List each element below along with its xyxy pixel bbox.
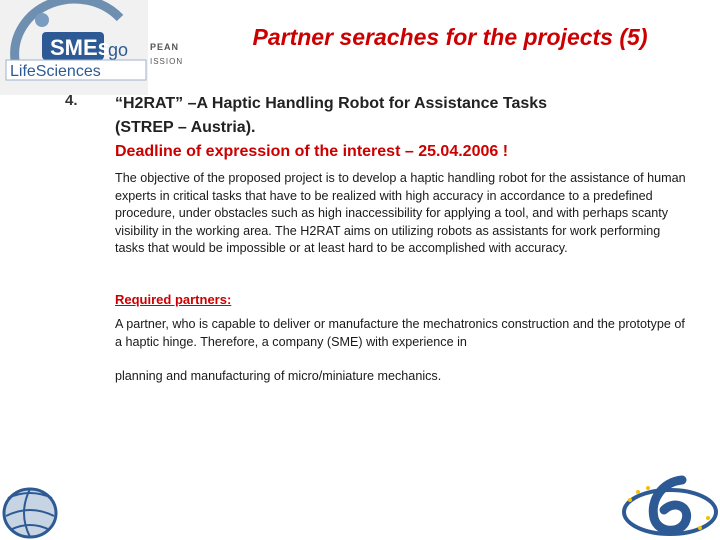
logo-ission-text: ISSION xyxy=(150,57,184,66)
heading-line-2: (STREP – Austria). xyxy=(115,119,256,136)
logo-go-text: go xyxy=(108,40,129,60)
deadline-line: Deadline of expression of the interest – 25.04.2006 ! xyxy=(115,143,509,160)
project-heading xyxy=(115,92,705,164)
logo-smes-text: SMEs xyxy=(50,35,110,60)
logo-pean-text: PEAN xyxy=(150,42,180,52)
fp6-logo-icon xyxy=(610,470,720,540)
required-partners-text: A partner, who is capable to deliver or manufacture the mechatronics construction and the prototype of a haptic hinge. Therefore, a company (SME) with experience in xyxy=(115,317,685,349)
objective-paragraph: The objective of the proposed project is to develop a haptic handling robot for the assistance of human experts in critical tasks that have to be realized with high accuracy in accordance to a predefined procedure, under obstacles such as high inaccessibility for applying a tool, and with perhaps scanty visibility in the working area. The H2RAT aims on utilizing robots as assistants for work performing tasks that would be impossible or at least hard to be accomplished with accuracy. xyxy=(115,171,686,255)
logo-lifesciences-text: LifeSciences xyxy=(10,63,101,80)
required-partners-heading: Required partners: xyxy=(115,292,232,307)
smes-go-lifesciences-logo xyxy=(0,0,190,95)
bottom-left-globe-icon xyxy=(0,468,80,540)
required-partners-text-continued: planning and manufacturing of micro/miniature mechanics. xyxy=(115,369,442,383)
slide-title: Partner seraches for the projects (5) xyxy=(252,24,648,50)
heading-line-1: “H2RAT” –A Haptic Handling Robot for Assistance Tasks xyxy=(115,95,548,112)
item-number: 4. xyxy=(65,92,78,109)
